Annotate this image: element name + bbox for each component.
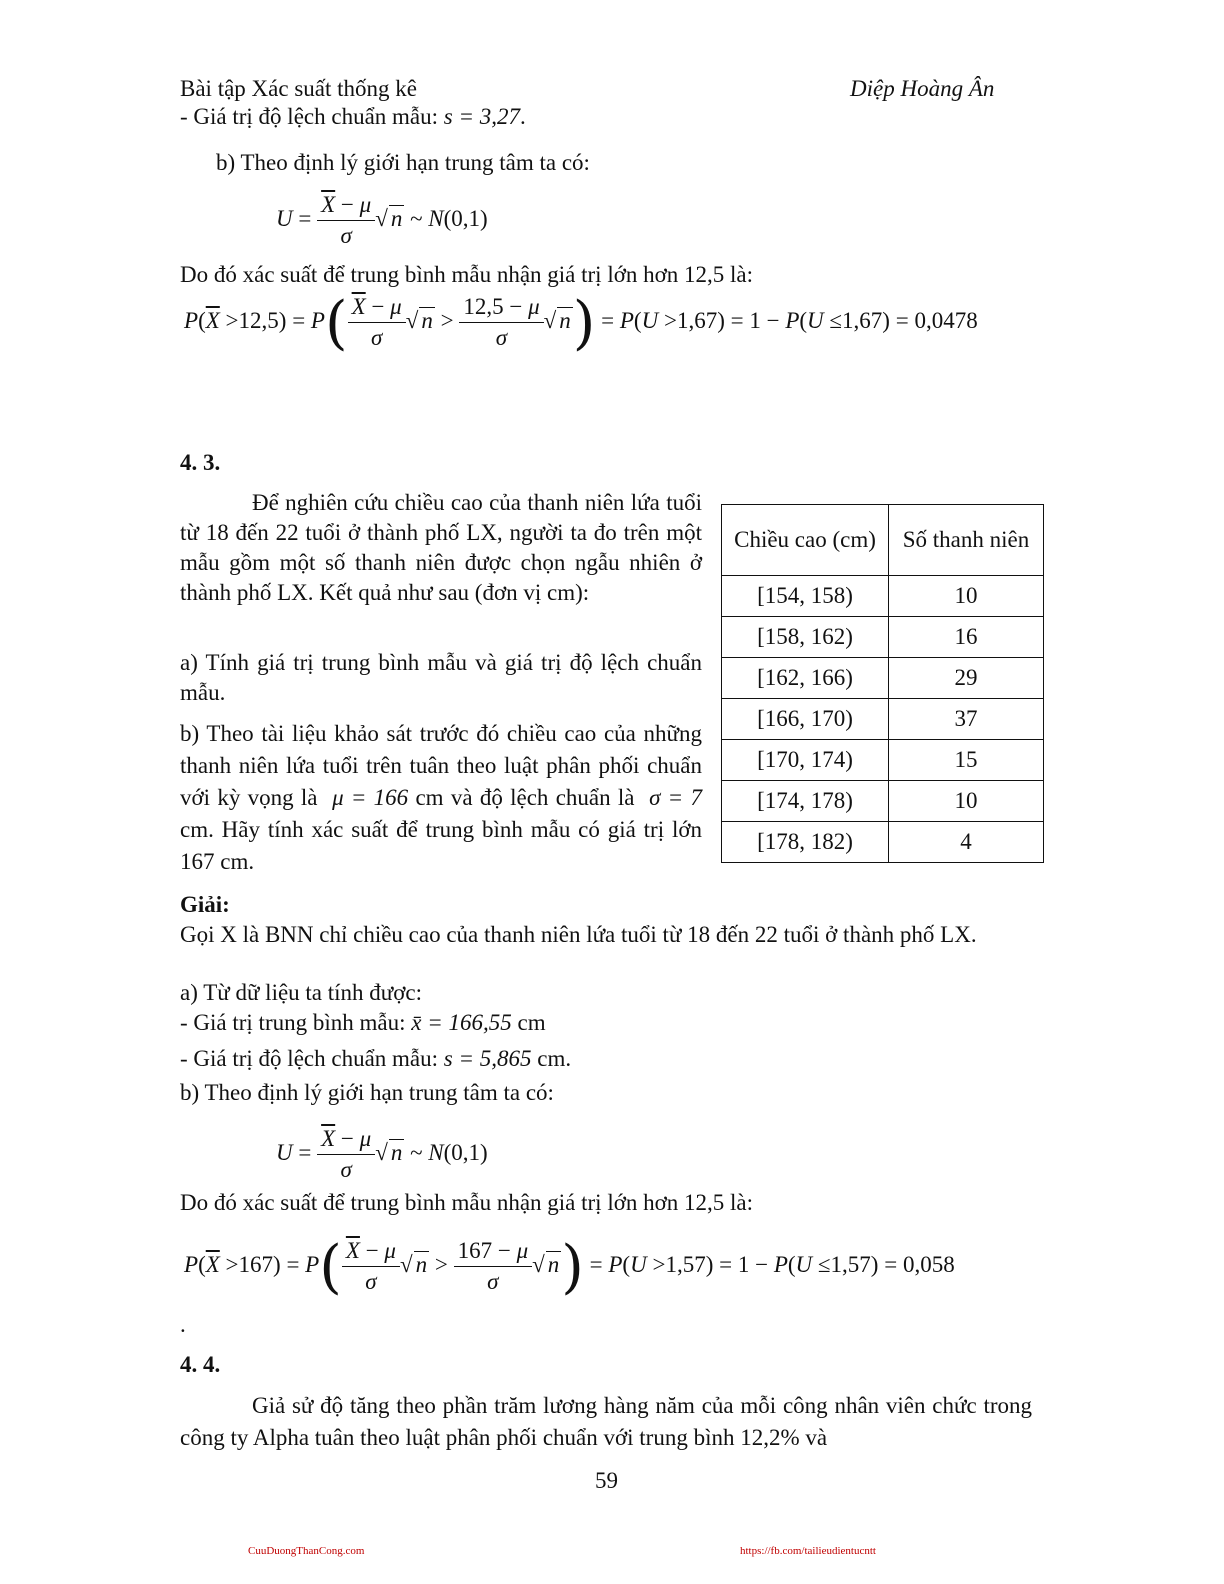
header-height: Chiều cao (cm) [722,505,889,576]
clt-formula-solution: U = $\frac{\overline{X} - \mu}{\sigma}$ √ n ~ N(0,1) [276,1126,488,1182]
part-b-text1: b) Theo tài liệu khảo sát trước đó chiều cao của những thanh niên lứa tuổi trên tuân theo luật phân phối chuẩn với kỳ vọng là [180,721,702,810]
cell-range: [166, 170) [722,699,889,740]
cell-count: 10 [889,781,1044,822]
ex44-text: Giả sử độ tăng theo phần trăm lương hàng năm của mỗi công nhân viên chức trong công ty Alpha tuân theo luật phân phối chuẩn với trung bình 12,2% và [180,1393,1032,1450]
std-label-sol: - Giá trị độ lệch chuẩn mẫu: [180,1046,444,1071]
cell-range: [162, 166) [722,658,889,699]
std-unit-sol: cm. [531,1046,572,1071]
mu-expr: μ = 166 [332,785,409,810]
solution-std [180,1046,571,1072]
footer-right-link[interactable]: https://fb.com/tailieudientucntt [740,1545,876,1557]
std-line [180,104,526,130]
std-end: . [520,104,526,129]
solution-line1: Gọi X là BNN chỉ chiều cao của thanh niên lứa tuổi từ 18 đến 22 tuổi ở thành phố LX. [180,922,977,947]
ex43-part-b [180,718,702,878]
result-sol: 0,058 [902,1251,955,1277]
threshold-sol-1: 167 [238,1251,274,1277]
cell-count: 37 [889,699,1044,740]
solution-line5: b) Theo định lý giới hạn trung tâm ta có: [180,1080,554,1105]
std-expr-sol: s = 5,865 [443,1046,532,1071]
threshold-top-2: 12,5 [463,294,504,319]
clt-formula-top: U = $\frac{\overline{X} - \mu}{\sigma}$ √ n ~ N(0,1) [276,192,488,248]
mean-label: - Giá trị trung bình mẫu: [180,1010,412,1035]
std-value: s = 3,27 [443,104,521,129]
cell-range: [158, 162) [722,617,889,658]
table-header-row [722,505,1044,576]
part-b-text2: cm và độ lệch chuẩn là [415,785,635,810]
result-top: 0,0478 [914,307,978,333]
table-row [722,699,1044,740]
footer-left-link[interactable]: CuuDuongThanCong.com [248,1545,365,1557]
table-row [722,740,1044,781]
header-title: Bài tập Xác suất thống kê [180,76,417,101]
u-value-sol-1: 1,57 [665,1251,706,1277]
mean-unit: cm [511,1010,546,1035]
table-row [722,781,1044,822]
page-number: 59 [595,1468,618,1493]
u-value-sol-2: 1,57 [830,1251,871,1277]
cell-count: 4 [889,822,1044,863]
table-row [722,658,1044,699]
solution-dot: . [180,1312,186,1337]
u-value-top-2: 1,67 [842,307,883,333]
cell-count: 10 [889,576,1044,617]
ex43-intro: Để nghiên cứu chiều cao của thanh niên lứa tuổi từ 18 đến 22 tuổi ở thành phố LX, người ta đo trên một mẫu gồm một số thanh niên được chọn ngẫu nhiên ở thành phố LX. Kết quả như sau (đơn vị cm): [180,490,702,605]
threshold-top-1: 12,5 [238,307,279,333]
mean-expr: x̄ = 166,55 [411,1010,512,1035]
table-row [722,822,1044,863]
cell-range: [170, 174) [722,740,889,781]
cell-count: 29 [889,658,1044,699]
sigma-expr: σ = 7 [649,785,702,810]
solution-line6: Do đó xác suất để trung bình mẫu nhận giá trị lớn hơn 12,5 là: [180,1190,754,1215]
part-b-text3: cm. Hãy tính xác suất để trung bình mẫu có giá trị lớn 167 cm. [180,817,702,874]
table-row [722,617,1044,658]
solution-heading: Giải: [180,892,230,917]
table-row [722,576,1044,617]
prob-formula-top: $P(\overline{X} >12,5) = P$( $\frac{\overline{X} - \mu}{\sigma}$ √ n > $\frac{12,5 - \mu}{\sigma}$ √ n) = P(U >1,67) = 1 − P(U ≤1,67) = 0,0478 [184,288,978,357]
cell-count: 15 [889,740,1044,781]
header-author: Diệp Hoàng Ân [850,76,995,101]
ex44-heading: 4. 4. [180,1352,221,1377]
header-count: Số thanh niên [889,505,1044,576]
solution-mean [180,1010,546,1036]
cell-range: [178, 182) [722,822,889,863]
ex43-part-a: a) Tính giá trị trung bình mẫu và giá trị độ lệch chuẩn mẫu. [180,650,702,705]
ex43-heading: 4. 3. [180,450,221,475]
std-label: - Giá trị độ lệch chuẩn mẫu: [180,104,444,129]
cell-count: 16 [889,617,1044,658]
height-table [721,504,1044,863]
cell-range: [174, 178) [722,781,889,822]
prob-line-top: Do đó xác suất để trung bình mẫu nhận giá trị lớn hơn 12,5 là: [180,262,754,287]
part-b-line: b) Theo định lý giới hạn trung tâm ta có: [216,150,590,175]
solution-line2: a) Từ dữ liệu ta tính được: [180,980,423,1005]
prob-formula-solution: $P(\overline{X} >167) = P$( $\frac{\overline{X} - \mu}{\sigma}$ √ n > $\frac{167 - \mu}{\sigma}$ √ n) = P(U >1,57) = 1 − P(U ≤1,57) = 0,058 [184,1232,955,1301]
cell-range: [154, 158) [722,576,889,617]
threshold-sol-2: 167 [457,1238,493,1263]
u-value-top-1: 1,67 [676,307,718,333]
